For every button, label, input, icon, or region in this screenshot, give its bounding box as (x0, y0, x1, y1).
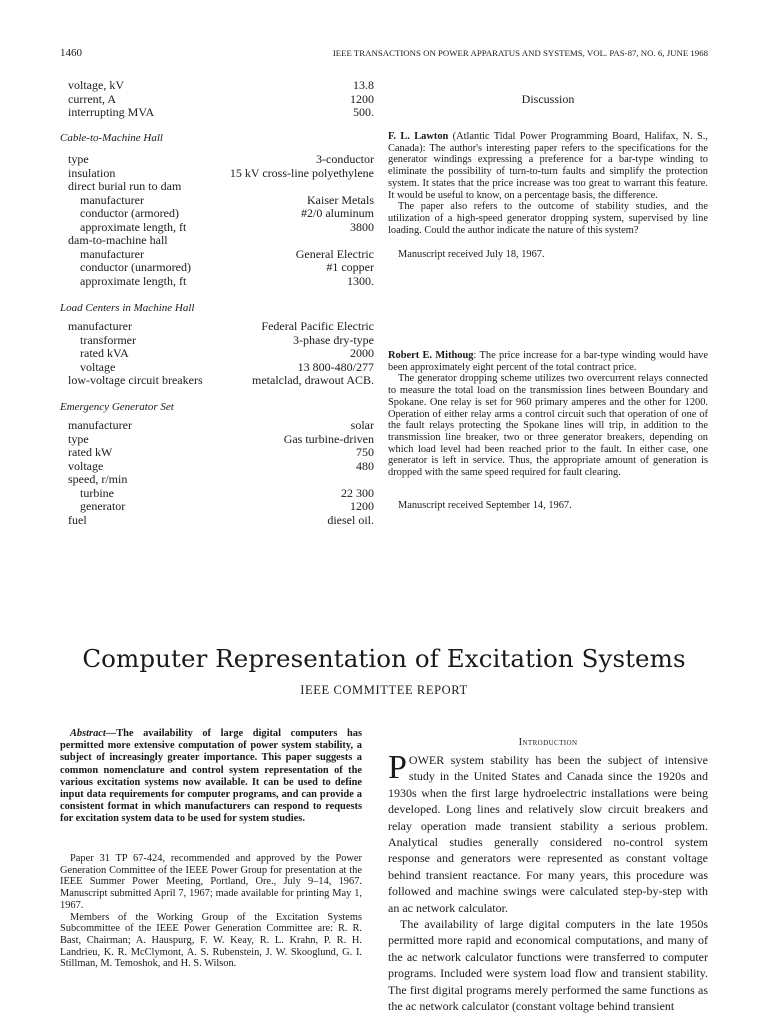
spec-label: interrupting MVA (68, 105, 155, 119)
intro-paragraph-1-text: OWER system stability has been the subject of intensive study in the United States and Canada since the 1920s and 1930s when the first large hydroelectric installations were being developed. Long lines and relatively slow circuit breakers and relay operation made transient stability a serious problem. Analytical studies generally considered no-control system response and generators were represented as constant voltage behind transient reactance. For many years, this procedure was followed and machine swings were calculated step-by-step with an ac network calculator. (388, 753, 708, 915)
intro-paragraph-2: The availability of large digital computers in the late 1950s permitted more rapid and economical computations, and many of the ac network calculator functions were transferred to computer programs. Included were system load flow and transient stability. The first digital programs merely performed the same functions as the ac network calculator (constant voltage behind transient (388, 917, 708, 1014)
spec-row (60, 473, 374, 486)
spec-value: 1300. (347, 273, 374, 288)
spec-value: 22 300 (341, 485, 374, 500)
spec-label: voltage, kV (68, 78, 124, 92)
spec-value: Gas turbine-driven (283, 431, 374, 446)
spec-row (60, 347, 374, 360)
mithoug-name: Robert E. Mithoug (388, 350, 474, 361)
spec-row (60, 194, 374, 207)
spec-row (60, 514, 374, 527)
spec-value: 500. (353, 105, 374, 119)
spec-row (60, 207, 374, 220)
spec-label: type (68, 431, 89, 446)
spec-row (60, 79, 374, 92)
spec-label: generator (80, 499, 126, 513)
discussion-section (388, 92, 708, 261)
spec-row (60, 334, 374, 347)
spec-label: low-voltage circuit breakers (68, 373, 203, 387)
spec-label: fuel (68, 512, 87, 527)
spec-label: voltage (80, 359, 116, 374)
article-subtitle: IEEE COMMITTEE REPORT (300, 683, 468, 697)
spec-value: 480 (356, 458, 374, 473)
discussion-heading: Discussion (521, 92, 575, 106)
spec-label: approximate length, ft (80, 273, 187, 288)
spec-label: manufacturer (68, 418, 132, 432)
spec-label: turbine (80, 485, 114, 500)
spec-label: dam-to-machine hall (68, 233, 168, 247)
spec-value: solar (350, 418, 374, 432)
spec-label: manufacturer (80, 246, 144, 261)
mithoug-generator-dropping: The generator dropping scheme utilizes two overcurrent relays connected to measure the total load on the transmission lines between Boundary and Spokane. One relay is set for 960 primary amperes and the other for 1200. Operation of either relay arms a control circuit such that operation of one of the fault relays protecting the Spokane lines will trip, in addition to the transmission line breaker, two or three generator breakers, depending on which load level had been reached prior to the fault. In either case, one generator is left in service. Thus, the appropriate amount of generation is dropped with the same speed required for fault clearing. (388, 373, 708, 479)
spec-row (60, 261, 374, 274)
spec-label: direct burial run to dam (68, 179, 182, 193)
spec-value: 15 kV cross-line polyethylene (229, 165, 374, 180)
spec-value: metalclad, drawout ACB. (252, 373, 374, 387)
spec-row (60, 180, 374, 193)
spec-row (60, 153, 374, 166)
spec-value: diesel oil. (327, 512, 374, 527)
section-heading: Load Centers in Machine Hall (60, 302, 195, 314)
spec-label: rated kVA (80, 346, 129, 360)
abstract (60, 728, 362, 826)
spec-row (60, 234, 374, 247)
spec-label: rated kW (68, 445, 113, 459)
spec-label: manufacturer (80, 192, 144, 207)
spec-label: approximate length, ft (80, 219, 187, 234)
page-number: 1460 (60, 47, 82, 59)
spec-value: 750 (356, 445, 374, 459)
footnote (60, 853, 362, 970)
spec-row (60, 248, 374, 261)
spec-label: conductor (armored) (80, 206, 179, 220)
spec-value: #2/0 aluminum (301, 206, 374, 220)
spec-value: #1 copper (326, 260, 374, 274)
spec-value: 1200 (350, 91, 374, 106)
spec-row (60, 106, 374, 119)
spec-label: conductor (unarmored) (80, 260, 191, 274)
spec-label: current, A (68, 91, 116, 106)
spec-row (60, 433, 374, 446)
spec-row (60, 361, 374, 374)
spec-label: speed, r/min (68, 472, 128, 486)
abstract-label: Abstract (70, 728, 106, 739)
spec-row (60, 93, 374, 106)
spec-row (60, 320, 374, 333)
manuscript-received-2: Manuscript received September 14, 1967. (398, 499, 572, 511)
lawton-text: (Atlantic Tidal Power Programming Board, Halifax, N. S., Canada): The author's interesting paper refers to the specifications for the generator windings expressing a preference for a bar-type winding to eliminate the possibility of turn-to-turn faults and simplify the protection system. It states that the price increase was too great to warrant this feature. It would be useful to know, on a percentage basis, the difference. (388, 131, 708, 201)
spec-row (60, 446, 374, 459)
spec-value: 3800 (350, 219, 374, 234)
mithoug-reply (388, 350, 708, 511)
spec-label: transformer (80, 332, 136, 347)
spec-value: 2000 (350, 346, 374, 360)
section-heading: Emergency Generator Set (60, 401, 174, 413)
spec-row (60, 221, 374, 234)
footnote-paper-info: Paper 31 TP 67-424, recommended and approved by the Power Generation Committee of the IEEE Power Group for presentation at the IEEE Summer Power Meeting, Portland, Ore., July 9–14, 1967. Manuscript submitted April 7, 1967; made available for printing May 1, 1967. (60, 853, 362, 911)
spec-row (60, 374, 374, 387)
spec-value: 3-phase dry-type (293, 332, 374, 347)
footnote-working-group: Members of the Working Group of the Excitation Systems Subcommittee of the IEEE Power Generation Committee are: R. R. Bast, Chairman; A. Hauspurg, F. W. Keay, R. L. Krahn, P. R. H. Landrieu, K. R. McClymont, A. S. Rubenstein, J. W. Skooglund, G. I. Stillman, M. Temoshok, and H. S. Wilson. (60, 911, 362, 970)
abstract-text: —The availability of large digital computers has permitted more extensive computation of power system stability, a subject of increasingly greater importance. This paper suggests a common nomenclature and control system representation of the various excitation systems now available. It can be used to define input data requirements for computer programs, and can provide a consistent format in which manufacturers can respond to requests for excitation system data to be used for system studies. (60, 728, 362, 825)
spec-row (60, 419, 374, 432)
spec-row (60, 487, 374, 500)
spec-row (60, 500, 374, 513)
mithoug-comment (388, 350, 708, 373)
spec-value: 13.8 (353, 78, 374, 92)
spec-value: General Electric (295, 246, 374, 261)
running-head: IEEE TRANSACTIONS ON POWER APPARATUS AND SYSTEMS, VOL. PAS-87, NO. 6, JUNE 1968 (332, 48, 708, 58)
spec-row (60, 167, 374, 180)
lawton-comment (388, 131, 708, 201)
spec-value: 3-conductor (316, 152, 374, 166)
manuscript-received-1: Manuscript received July 18, 1967. (398, 249, 545, 261)
spec-value: Kaiser Metals (307, 192, 374, 207)
spec-value: Federal Pacific Electric (261, 319, 374, 333)
spec-label: insulation (68, 165, 116, 180)
spec-value: 13 800-480/277 (297, 359, 374, 374)
introduction-heading: Introduction (518, 737, 578, 748)
mithoug-text: : The price increase for a bar-type winding would have been approximately eight percent of the total contract price. (388, 350, 708, 373)
drop-cap: P (388, 749, 407, 786)
section-heading: Cable-to-Machine Hall (60, 132, 163, 144)
lawton-name: F. L. Lawton (388, 131, 449, 142)
spec-value: 1200 (350, 499, 374, 513)
spec-row (60, 460, 374, 473)
spec-label: voltage (68, 458, 104, 473)
article-title: Computer Representation of Excitation Systems (82, 644, 686, 673)
introduction-section (388, 737, 708, 1015)
lawton-question: The paper also refers to the outcome of stability studies, and the utilization of a high-speed generator dropping system, supervised by line loading. Could the author indicate the nature of this system? (388, 201, 708, 236)
spec-row (60, 275, 374, 288)
spec-label: type (68, 152, 89, 166)
intro-paragraph-1 (388, 749, 708, 916)
spec-label: manufacturer (68, 319, 132, 333)
